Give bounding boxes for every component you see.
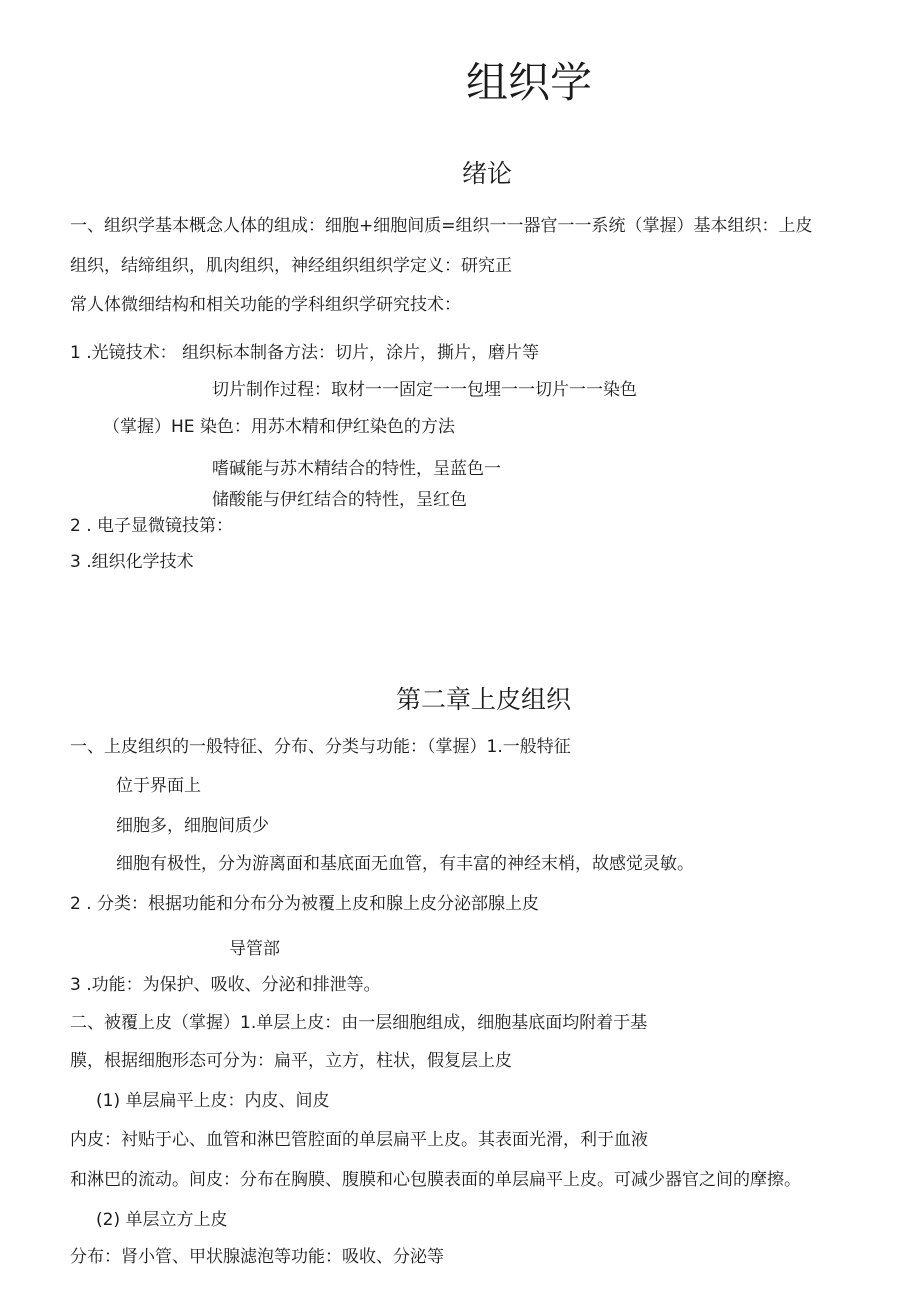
list-subitem: 嗜碱能与苏木精结合的特性，呈蓝色一 (212, 459, 501, 479)
intro-paragraph-line: 常人体微细结构和相关功能的学科组织学研究技术： (70, 295, 461, 315)
intro-paragraph-line: 一、组织学基本概念人体的组成：细胞+细胞间质=组织一一器官一一系统（掌握）基本组织：上皮 (70, 216, 813, 236)
section-line: 一、上皮组织的一般特征、分布、分类与功能：（掌握）1.一般特征 (70, 737, 571, 757)
list-subitem: （掌握）HE 染色：用苏木精和伊红染色的方法 (103, 417, 455, 437)
section-subline: 导管部 (229, 939, 280, 959)
section-line: 2 . 分类：根据功能和分布分为被覆上皮和腺上皮分泌部腺上皮 (70, 894, 540, 914)
list-item-electron-microscopy: 2 . 电子显微镜技第： (70, 516, 234, 536)
body-line: 内皮：衬贴于心、血管和淋巴管腔面的单层扁平上皮。其表面光滑，利于血液 (70, 1130, 648, 1150)
intro-heading: 绪论 (462, 159, 513, 188)
body-line: 分布：肾小管、甲状腺滤泡等功能：吸收、分泌等 (70, 1247, 444, 1267)
intro-paragraph-line: 组织，结缔组织，肌肉组织，神经组织组织学定义：研究正 (70, 256, 512, 276)
list-item-histochemistry: 3 .组织化学技术 (70, 552, 194, 572)
section-line: 二、被覆上皮（掌握）1.单层上皮：由一层细胞组成，细胞基底面均附着于基 (70, 1013, 648, 1033)
list-item-light-microscopy: 1 .光镜技术： 组织标本制备方法：切片，涂片，撕片，磨片等 (70, 343, 540, 363)
chapter-heading: 第二章上皮组织 (396, 685, 572, 714)
body-line: 和淋巴的流动。间皮：分布在胸膜、腹膜和心包膜表面的单层扁平上皮。可减少器官之间的摩擦。 (70, 1170, 801, 1190)
document-title: 组织学 (466, 58, 593, 107)
subsection-heading: (1) 单层扁平上皮：内皮、间皮 (96, 1091, 330, 1111)
section-line: 3 .功能：为保护、吸收、分泌和排泄等。 (70, 975, 381, 995)
section-subline: 细胞多，细胞间质少 (116, 816, 269, 836)
section-line: 膜，根据细胞形态可分为：扁平，立方，柱状，假复层上皮 (70, 1051, 512, 1071)
list-subitem: 储酸能与伊红结合的特性，呈红色 (212, 490, 467, 510)
section-subline: 细胞有极性，分为游离面和基底面无血管，有丰富的神经末梢，故感觉灵敏。 (116, 854, 694, 874)
list-subitem: 切片制作过程：取材一一固定一一包埋一一切片一一染色 (212, 380, 637, 400)
subsection-heading: (2) 单层立方上皮 (96, 1210, 228, 1230)
section-subline: 位于界面上 (116, 776, 201, 796)
